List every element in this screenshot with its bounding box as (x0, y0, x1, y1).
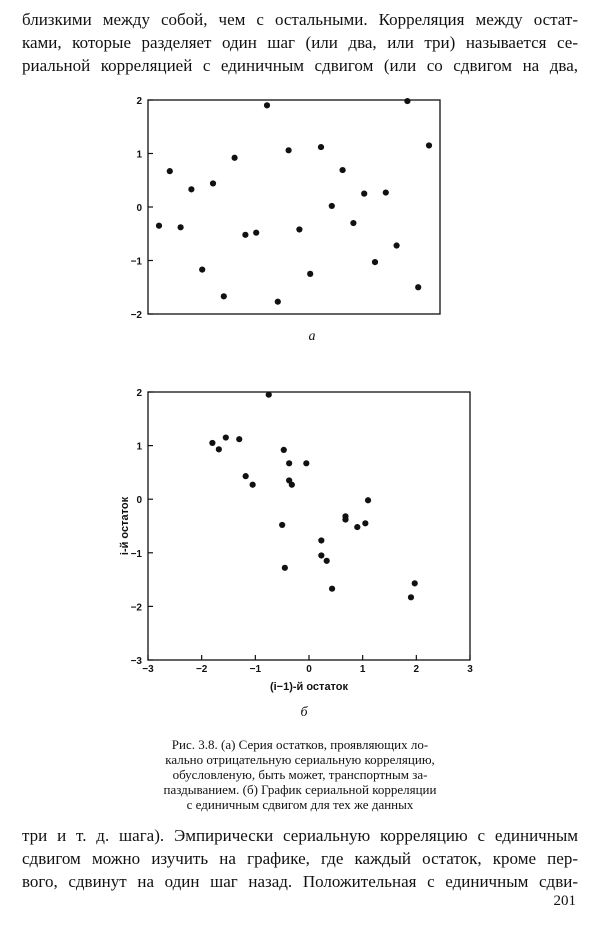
data-point (286, 460, 292, 466)
body-text-bottom (22, 824, 578, 893)
data-point (324, 558, 330, 564)
caption-line: Рис. 3.8. (а) Серия остатков, проявляющих ло- (171, 737, 429, 752)
text-line: ками, которые разделяет один шаг (или два, или три) называется се- (22, 33, 578, 52)
data-point (178, 224, 184, 230)
data-point (156, 223, 162, 229)
y-tick-label: −1 (130, 548, 142, 560)
data-point (250, 482, 256, 488)
x-tick-label: 1 (359, 664, 366, 675)
plot-frame (148, 392, 470, 660)
data-point (296, 226, 302, 232)
x-tick-label: −1 (249, 664, 262, 675)
data-point (365, 497, 371, 503)
y-tick-label: 0 (136, 495, 142, 507)
data-point (216, 446, 222, 452)
y-tick-label: 2 (136, 388, 142, 399)
data-point (221, 293, 227, 299)
panel-label: а (308, 329, 316, 344)
data-point (264, 102, 270, 108)
data-point (342, 516, 348, 522)
y-tick-label: −2 (130, 310, 142, 321)
text-line: сдвигом можно изучить на графике, где каждый остаток, кроме пер- (22, 849, 578, 868)
data-point (412, 580, 418, 586)
data-point (318, 552, 324, 558)
caption-line: обусловленую, быть может, транспортным за- (172, 767, 428, 782)
data-point (303, 460, 309, 466)
y-tick-label: −2 (130, 602, 142, 614)
data-point (361, 191, 367, 197)
y-tick-label: 1 (136, 149, 142, 161)
data-point (394, 242, 400, 248)
y-tick-label: −3 (130, 656, 142, 667)
data-point (307, 271, 313, 277)
data-point (426, 142, 432, 148)
scatter-plot-a (0, 88, 600, 358)
data-point (223, 434, 229, 440)
data-point (281, 447, 287, 453)
data-point (318, 144, 324, 150)
data-point (199, 266, 205, 272)
y-tick-label: 0 (136, 203, 142, 214)
y-tick-label: 1 (136, 441, 142, 453)
data-point (289, 482, 295, 488)
x-tick-label: 0 (306, 664, 312, 675)
x-tick-label: −2 (195, 664, 208, 675)
caption-line: с единичным сдвигом для тех же данных (186, 797, 414, 812)
data-point (404, 98, 410, 104)
data-point (354, 524, 360, 530)
data-point (232, 155, 238, 161)
x-axis-label: (i−1)-й остаток (269, 681, 349, 693)
page-number: 201 (553, 893, 576, 909)
data-point (167, 168, 173, 174)
data-point (282, 565, 288, 571)
text-line: риальной корреляцией с единичным сдвигом (или со сдвигом на два, (22, 56, 578, 75)
data-point (210, 180, 216, 186)
data-point (383, 189, 389, 195)
data-point (188, 186, 194, 192)
body-text-top (22, 8, 578, 77)
figure-panel-b (0, 380, 600, 720)
scatter-plot-b (0, 380, 600, 720)
y-tick-label: 2 (136, 96, 142, 107)
data-point (329, 203, 335, 209)
caption-line: паздыванием. (б) График сериальной корреляции (163, 782, 437, 797)
data-point (415, 284, 421, 290)
x-tick-label: −3 (142, 664, 154, 675)
data-point (243, 473, 249, 479)
data-point (253, 230, 259, 236)
data-point (286, 147, 292, 153)
data-point (275, 299, 281, 305)
y-tick-label: −1 (130, 256, 142, 268)
data-point (279, 522, 285, 528)
plot-frame (148, 100, 440, 314)
caption-line: кально отрицательную сериальную корреляцию, (165, 752, 435, 767)
data-point (350, 220, 356, 226)
data-point (362, 520, 368, 526)
text-line: близкими между собой, чем с остальными. Корреляция между остат- (22, 10, 578, 29)
data-point (209, 440, 215, 446)
data-point (242, 232, 248, 238)
x-tick-label: 3 (467, 664, 473, 675)
data-point (266, 392, 272, 398)
figure-panel-a (0, 88, 600, 358)
data-point (408, 594, 414, 600)
panel-label: б (300, 705, 308, 720)
text-line: три и т. д. шага). Эмпирически сериальную корреляцию с единичным (22, 826, 578, 845)
data-point (236, 436, 242, 442)
data-point (340, 167, 346, 173)
data-point (318, 537, 324, 543)
figure-caption (128, 737, 472, 812)
data-point (372, 259, 378, 265)
data-point (329, 586, 335, 592)
x-tick-label: 2 (413, 664, 420, 675)
y-axis-label: i-й остаток (119, 496, 131, 556)
text-line: вого, сдвинут на один шаг назад. Положительная с единичным сдви- (22, 872, 578, 891)
